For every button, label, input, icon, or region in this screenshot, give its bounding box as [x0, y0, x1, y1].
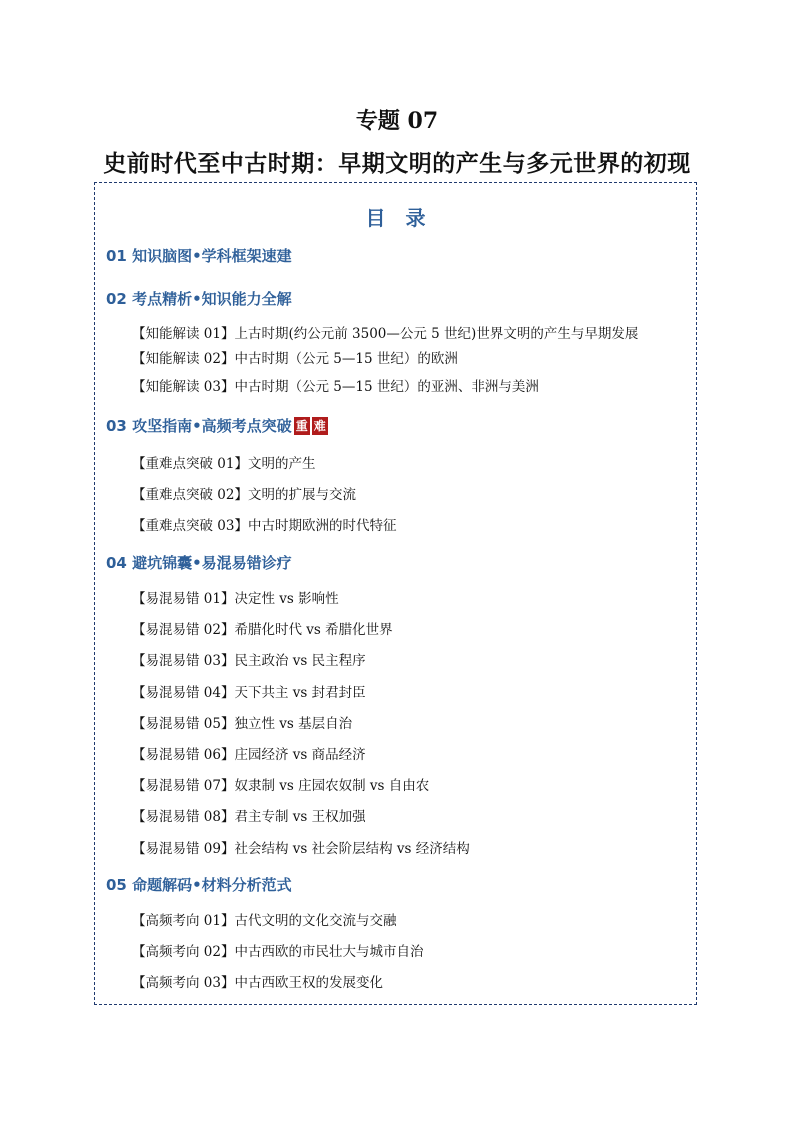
toc-section-04[interactable]: [106, 552, 292, 573]
toc-section-03[interactable]: [106, 415, 328, 436]
toc-item[interactable]: 【知能解读 02】中古时期（公元 5—15 世纪）的欧洲: [132, 351, 458, 367]
toc-item[interactable]: 【高频考向 02】中古西欧的市民壮大与城市自治: [132, 944, 424, 960]
toc-item[interactable]: 【重难点突破 02】文明的扩展与交流: [132, 487, 356, 503]
toc-item[interactable]: 【易混易错 07】奴隶制 vs 庄园农奴制 vs 自由农: [132, 778, 430, 794]
toc-item[interactable]: 【易混易错 04】天下共主 vs 封君封臣: [132, 685, 366, 701]
toc-section-label: 03 攻坚指南•高频考点突破: [106, 417, 292, 435]
difficulty-badge: 重: [295, 419, 308, 433]
toc-section-label: 02 考点精析•知识能力全解: [106, 290, 292, 308]
toc-item[interactable]: 【易混易错 02】希腊化时代 vs 希腊化世界: [132, 622, 393, 638]
toc-section-01[interactable]: [106, 245, 292, 266]
toc-item[interactable]: 【易混易错 01】决定性 vs 影响性: [132, 591, 339, 607]
toc-item[interactable]: 【高频考向 01】古代文明的文化交流与交融: [132, 913, 397, 929]
topic-number: 专题 07: [355, 108, 439, 134]
toc-section-02[interactable]: [106, 288, 292, 309]
toc-item[interactable]: 【易混易错 09】社会结构 vs 社会阶层结构 vs 经济结构: [132, 841, 470, 857]
toc-item[interactable]: 【易混易错 03】民主政治 vs 民主程序: [132, 653, 366, 669]
toc-section-05[interactable]: [106, 874, 292, 895]
toc-section-label: 01 知识脑图•学科框架速建: [106, 247, 292, 265]
toc-item[interactable]: 【易混易错 06】庄园经济 vs 商品经济: [132, 747, 366, 763]
toc-item[interactable]: 【重难点突破 01】文明的产生: [132, 456, 316, 472]
toc-item[interactable]: 【知能解读 03】中古时期（公元 5—15 世纪）的亚洲、非洲与美洲: [132, 379, 539, 395]
toc-item[interactable]: 【易混易错 08】君主专制 vs 王权加强: [132, 809, 366, 825]
page-title: 史前时代至中古时期：早期文明的产生与多元世界的初现: [103, 151, 691, 177]
toc-item[interactable]: 【易混易错 05】独立性 vs 基层自治: [132, 716, 353, 732]
difficulty-badge: 难: [313, 419, 326, 433]
toc-section-label: 05 命题解码•材料分析范式: [106, 876, 292, 894]
toc-heading: 目录: [365, 206, 446, 230]
toc-section-label: 04 避坑锦囊•易混易错诊疗: [106, 554, 292, 572]
toc-item[interactable]: 【高频考向 03】中古西欧王权的发展变化: [132, 975, 383, 991]
toc-item[interactable]: 【重难点突破 03】中古时期欧洲的时代特征: [132, 518, 397, 534]
toc-item[interactable]: 【知能解读 01】上古时期(约公元前 3500—公元 5 世纪)世界文明的产生与早期发展: [132, 326, 639, 342]
